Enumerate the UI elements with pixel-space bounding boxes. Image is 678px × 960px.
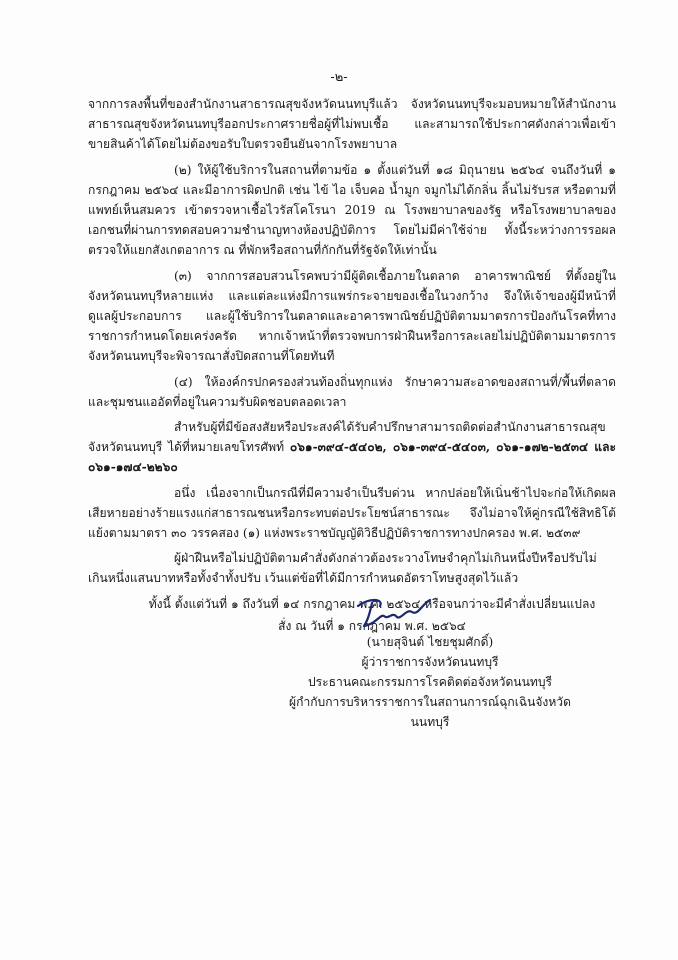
document-body (88, 94, 616, 636)
page-number: -๒- (330, 70, 348, 85)
paragraph-urgency: อนึ่ง เนื่องจากเป็นกรณีที่มีความจำเป็นรีบด่วน หากปล่อยให้เนิ่นช้าไปจะก่อให้เกิดผลเสียหายอย่างร้ายแรงแก่สาธารณชนหรือกระทบต่อประโยชน์สาธารณะ จึงไม่อาจให้คู่กรณีใช้สิทธิโต้แย้งตามมาตรา ๓๐ วรรคสอง (๑) แห่งพระราชบัญญัติวิธีปฏิบัติราชการทางปกครอง พ.ศ. ๒๕๓๙ (88, 485, 616, 541)
paragraph-contact (88, 417, 616, 478)
paragraph-item-4: (๔) ให้องค์กรปกครองส่วนท้องถิ่นทุกแห่ง รักษาความสะอาดของสถานที่/พื้นที่ตลาด และชุมชนแออัดที่อยู่ในความรับผิดชอบตลอดเวลา (88, 374, 616, 409)
paragraph-item-3: (๓) จากการสอบสวนโรคพบว่ามีผู้ติดเชื้อภายในตลาด อาคารพาณิชย์ ที่ตั้งอยู่ในจังหวัดนนทบุรีหลายแห่ง และแต่ละแห่งมีการแพร่กระจายของเชื้อในวงกว้าง จึงให้เจ้าของผู้มีหน้าที่ดูแลผู้ประกอบการ และผู้ใช้บริการในตลาดและอาคารพาณิชย์ปฏิบัติตามมาตรการป้องกันโรคที่ทางราชการกำหนดโดยเคร่งครัด หากเจ้าหน้าที่ตรวจพบการฝ่าฝืนหรือการละเลยไม่ปฏิบัติตามมาตรการ จังหวัดนนทบุรีจะพิจารณาสั่งปิดสถานที่โดยทันที (88, 268, 616, 364)
signatory-position-3: ผู้กำกับการบริหารราชการในสถานการณ์ฉุกเฉินจังหวัดนนทบุรี (289, 695, 571, 729)
effective-clause: ทั้งนี้ ตั้งแต่วันที่ ๑ ถึงวันที่ ๑๔ กรกฎาคม พ.ศ. ๒๕๖๔ หรือจนกว่าจะมีคำสั่งเปลี่ยนแปลง (148, 596, 596, 611)
handwritten-signature (350, 594, 440, 632)
paragraph-penalty: ผู้ฝ่าฝืนหรือไม่ปฏิบัติตามคำสั่งดังกล่าวต้องระวางโทษจำคุกไม่เกินหนึ่งปีหรือปรับไม่เกินหนึ่งแสนบาทหรือทั้งจำทั้งปรับ เว้นแต่ข้อที่ได้มีการกำหนดอัตราโทษสูงสุดไว้แล้ว (88, 551, 597, 586)
phone-numbers: ๐๖๑-๓๙๔-๕๔๐๒, ๐๖๑-๓๙๔-๕๔๐๓, ๐๖๑-๑๗๒-๒๕๓๔ และ ๐๖๑-๑๗๔-๒๒๖๐ (88, 440, 616, 475)
paragraph-continuation: จากการลงพื้นที่ของสำนักงานสาธารณสุขจังหวัดนนทบุรีแล้ว จังหวัดนนทบุรีจะมอบหมายให้สำนักงานสาธารณสุขจังหวัดนนทบุรีออกประกาศรายชื่อผู้ที่ไม่พบเชื้อ และสามารถใช้ประกาศดังกล่าวเพื่อเข้าขายสินค้าได้โดยไม่ต้องขอรับใบตรวจยืนยันจากโรงพยาบาล (88, 97, 616, 152)
paragraph-item-2: (๒) ให้ผู้ใช้บริการในสถานที่ตามข้อ ๑ ตั้งแต่วันที่ ๑๘ มิถุนายน ๒๕๖๔ จนถึงวันที่ ๑ กรกฎาคม ๒๕๖๔ และมีอาการผิดปกติ เช่น ไข้ ไอ เจ็บคอ น้ำมูก จมูกไม่ได้กลิ่น ลิ้นไม่รับรส หรือตามที่แพทย์เห็นสมควร เข้าตรวจหาเชื้อไวรัสโคโรนา 2019 ณ โรงพยาบาลของรัฐ หรือโรงพยาบาลของเอกชนที่ผ่านการทดสอบความชำนาญทางห้องปฏิบัติการ โดยไม่มีค่าใช้จ่าย ทั้งนี้ระหว่างการรอผลตรวจให้แยกสังเกตอาการ ณ ที่พักหรือสถานที่กักกันที่รัฐจัดให้เท่านั้น (88, 162, 616, 258)
signature-block (280, 632, 580, 732)
signatory-position-1: ผู้ว่าราชการจังหวัดนนทบุรี (361, 655, 499, 669)
ordered-date: สั่ง ณ วันที่ ๑ กรกฎาคม พ.ศ. ๒๕๖๔ (278, 618, 466, 633)
contact-text: สำหรับผู้ที่มีข้อสงสัยหรือประสงค์ได้รับคำปรึกษาสามารถติดต่อสำนักงานสาธารณสุขจังหวัดนนทบุรี ได้ที่หมายเลขโทรศัพท์ (88, 420, 606, 455)
signatory-position-2: ประธานคณะกรรมการโรคติดต่อจังหวัดนนทบุรี (307, 675, 552, 689)
signatory-name: (นายสุจินต์ ไชยชุมศักดิ์) (366, 635, 494, 649)
